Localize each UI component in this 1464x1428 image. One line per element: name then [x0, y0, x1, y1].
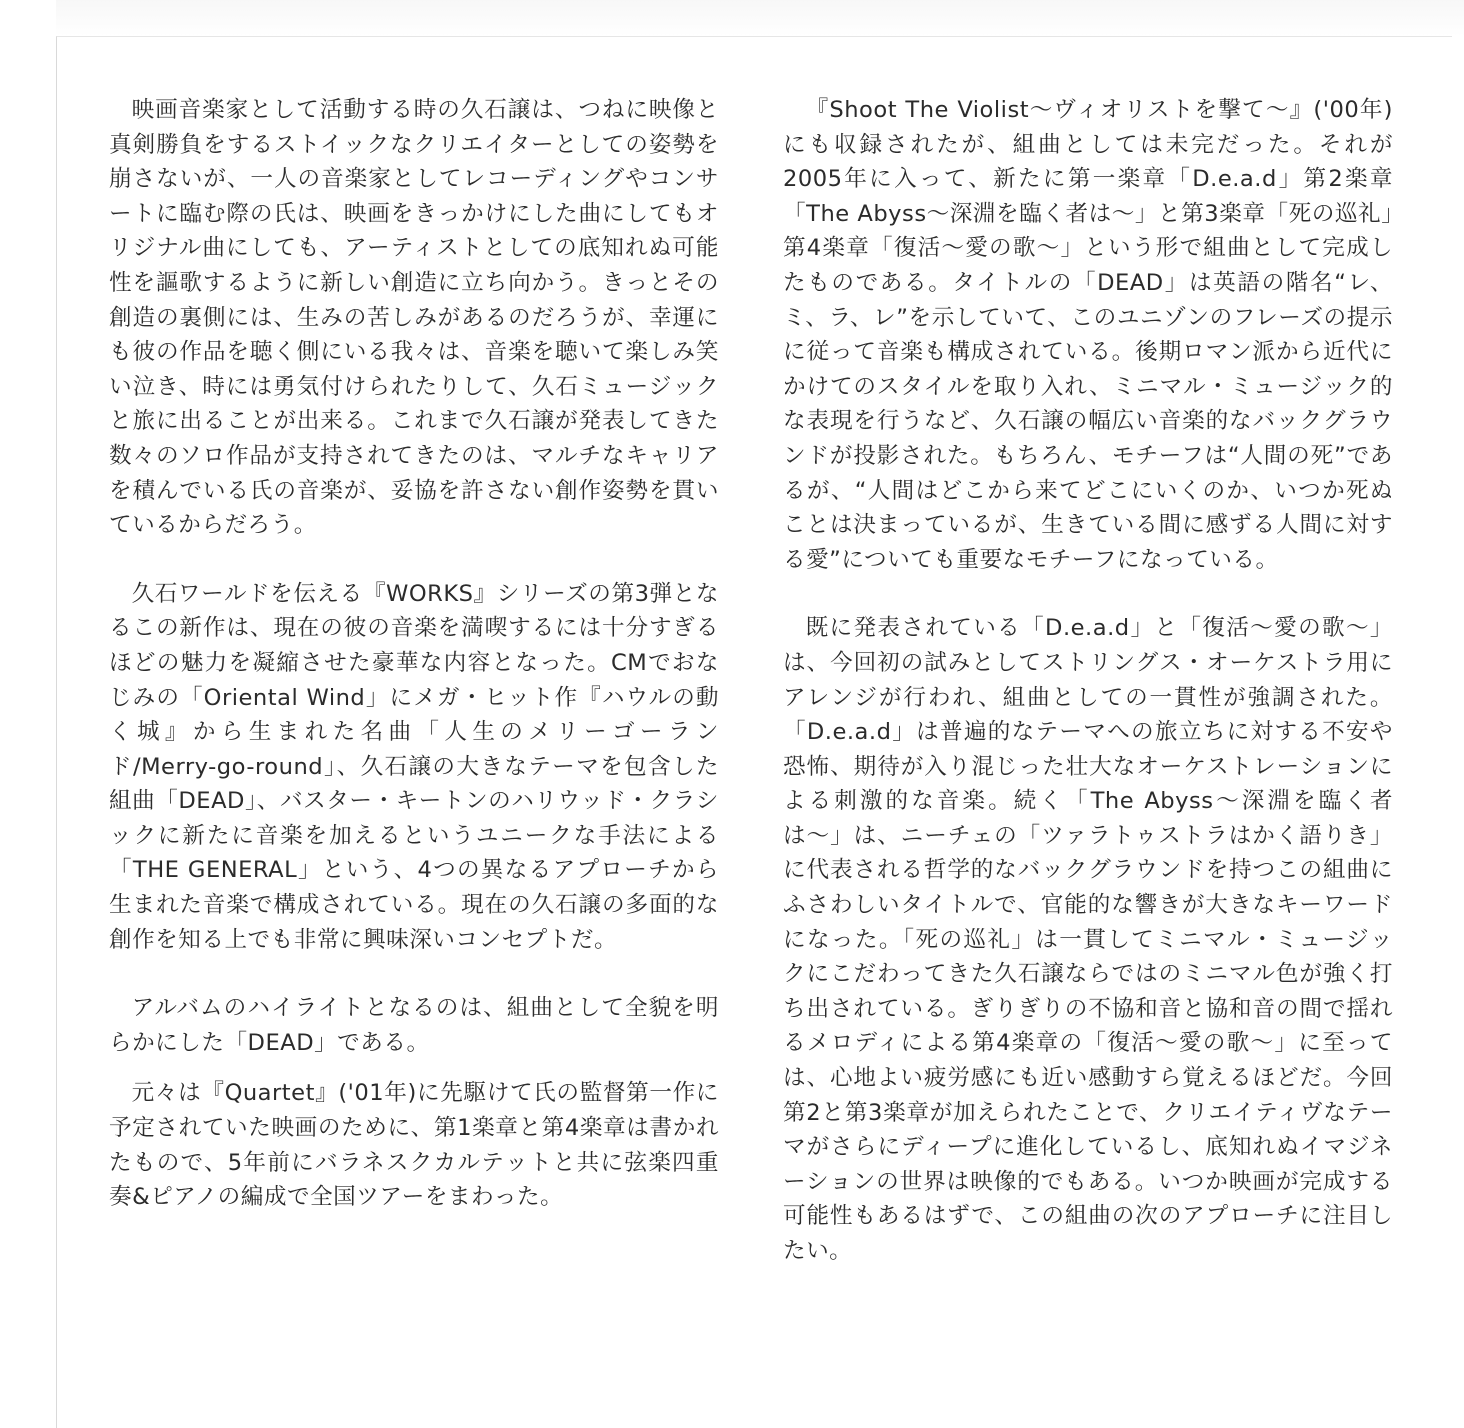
paragraph-intro: 映画音楽家として活動する時の久石譲は、つねに映像と真剣勝負をするストイックなクリエイターとしての姿勢を崩さないが、一人の音楽家としてレコーディングやコンサートに臨む際の氏は、映画をきっかけにした曲にしてもオリジナル曲にしても、アーティストとしての底知れぬ可能性を謳歌するように新しい創造に立ち向かう。きっとその創造の裏側には、生みの苦しみがあるのだろうが、幸運にも彼の作品を聴く側にいる我々は、音楽を聴いて楽しみ笑い泣き、時には勇気付けられたりして、久石ミュージックと旅に出ることが出来る。これまで久石譲が発表してきた数々のソロ作品が支持されてきたのは、マルチなキャリアを積んでいる氏の音楽が、妥協を許さない創作姿勢を貫いているからだろう。: [109, 97, 719, 539]
paragraph-movements: 既に発表されている「D.e.a.d」と「復活〜愛の歌〜」は、今回初の試みとしてストリングス・オーケストラ用にアレンジが行われ、組曲としての一貫性が強調された。「D.e.a.d」は普遍的なテーマへの旅立ちに対する不安や恐怖、期待が入り混じった壮大なオーケストレーションによる刺激的な音楽。続く「The Abyss〜深淵を臨く者は〜」は、ニーチェの「ツァラトゥストラはかく語りき」に代表される哲学的なバックグラウンドを持つこの組曲にふさわしいタイトルで、官能的な響きが大きなキーワードになった。「死の巡礼」は一貫してミニマル・ミュージックにこだわってきた久石譲ならではのミニマル色が強く打ち出されている。ぎりぎりの不協和音と協和音の間で揺れるメロディによる第4楽章の「復活〜愛の歌〜」に至っては、心地よい疲労感にも近い感動すら覚えるほどだ。今回第2と第3楽章が加えられたことで、クリエイティヴなテーマがさらにディープに進化しているし、底知れぬイマジネーションの世界は映像的でもある。いつか映画が完成する可能性もあるはずで、この組曲の次のアプローチに注目したい。: [783, 615, 1393, 1264]
right-column: [783, 93, 1393, 1269]
scan-left-edge: [0, 0, 56, 1428]
paragraph-album-highlight: アルバムのハイライトとなるのは、組曲として全貌を明らかにした「DEAD」である。: [109, 995, 719, 1056]
paragraph-origin: 元々は『Quartet』('01年)に先駆けて氏の監督第一作に予定されていた映画のために、第1楽章と第4楽章は書かれたもので、5年前にバラネスクカルテットと共に弦楽四重奏&ピアノの編成で全国ツアーをまわった。: [109, 1080, 719, 1211]
paragraph-suite-dead: 『Shoot The Violist〜ヴィオリストを撃て〜』('00年)にも収録されたが、組曲としては未完だった。それが2005年に入って、新たに第一楽章「D.e.a.d」第2楽章「The Abyss〜深淵を臨く者は〜」と第3楽章「死の巡礼」第4楽章「復活〜愛の歌〜」という形で組曲として完成したものである。タイトルの「DEAD」は英語の階名“レ、ミ、ラ、レ”を示していて、このユニゾンのフレーズの提示に従って音楽も構成されている。後期ロマン派から近代にかけてのスタイルを取り入れ、ミニマル・ミュージック的な表現を行うなど、久石譲の幅広い音楽的なバックグラウンドが投影された。もちろん、モチーフは“人間の死”であるが、“人間はどこから来てどこにいくのか、いつか死ぬことは決まっているが、生きている間に感ずる人間に対する愛”についても重要なモチーフになっている。: [783, 97, 1393, 573]
left-column: [109, 93, 719, 1215]
booklet-page: [56, 36, 1452, 1428]
paragraph-works-series: 久石ワールドを伝える『WORKS』シリーズの第3弾となるこの新作は、現在の彼の音楽を満喫するには十分すぎるほどの魅力を凝縮させた豪華な内容となった。CMでおなじみの「Oriental Wind」にメガ・ヒット作『ハウルの動く城』から生まれた名曲「人生のメリーゴーランド/Merry-go-round」、久石譲の大きなテーマを包含した組曲「DEAD」、バスター・キートンのハリウッド・クラシックに新たに音楽を加えるというユニークな手法による「THE GENERAL」という、4つの異なるアプローチから生まれた音楽で構成されている。現在の久石譲の多面的な創作を知る上でも非常に興味深いコンセプトだ。: [109, 580, 719, 953]
scan-top-edge: [0, 0, 1464, 36]
